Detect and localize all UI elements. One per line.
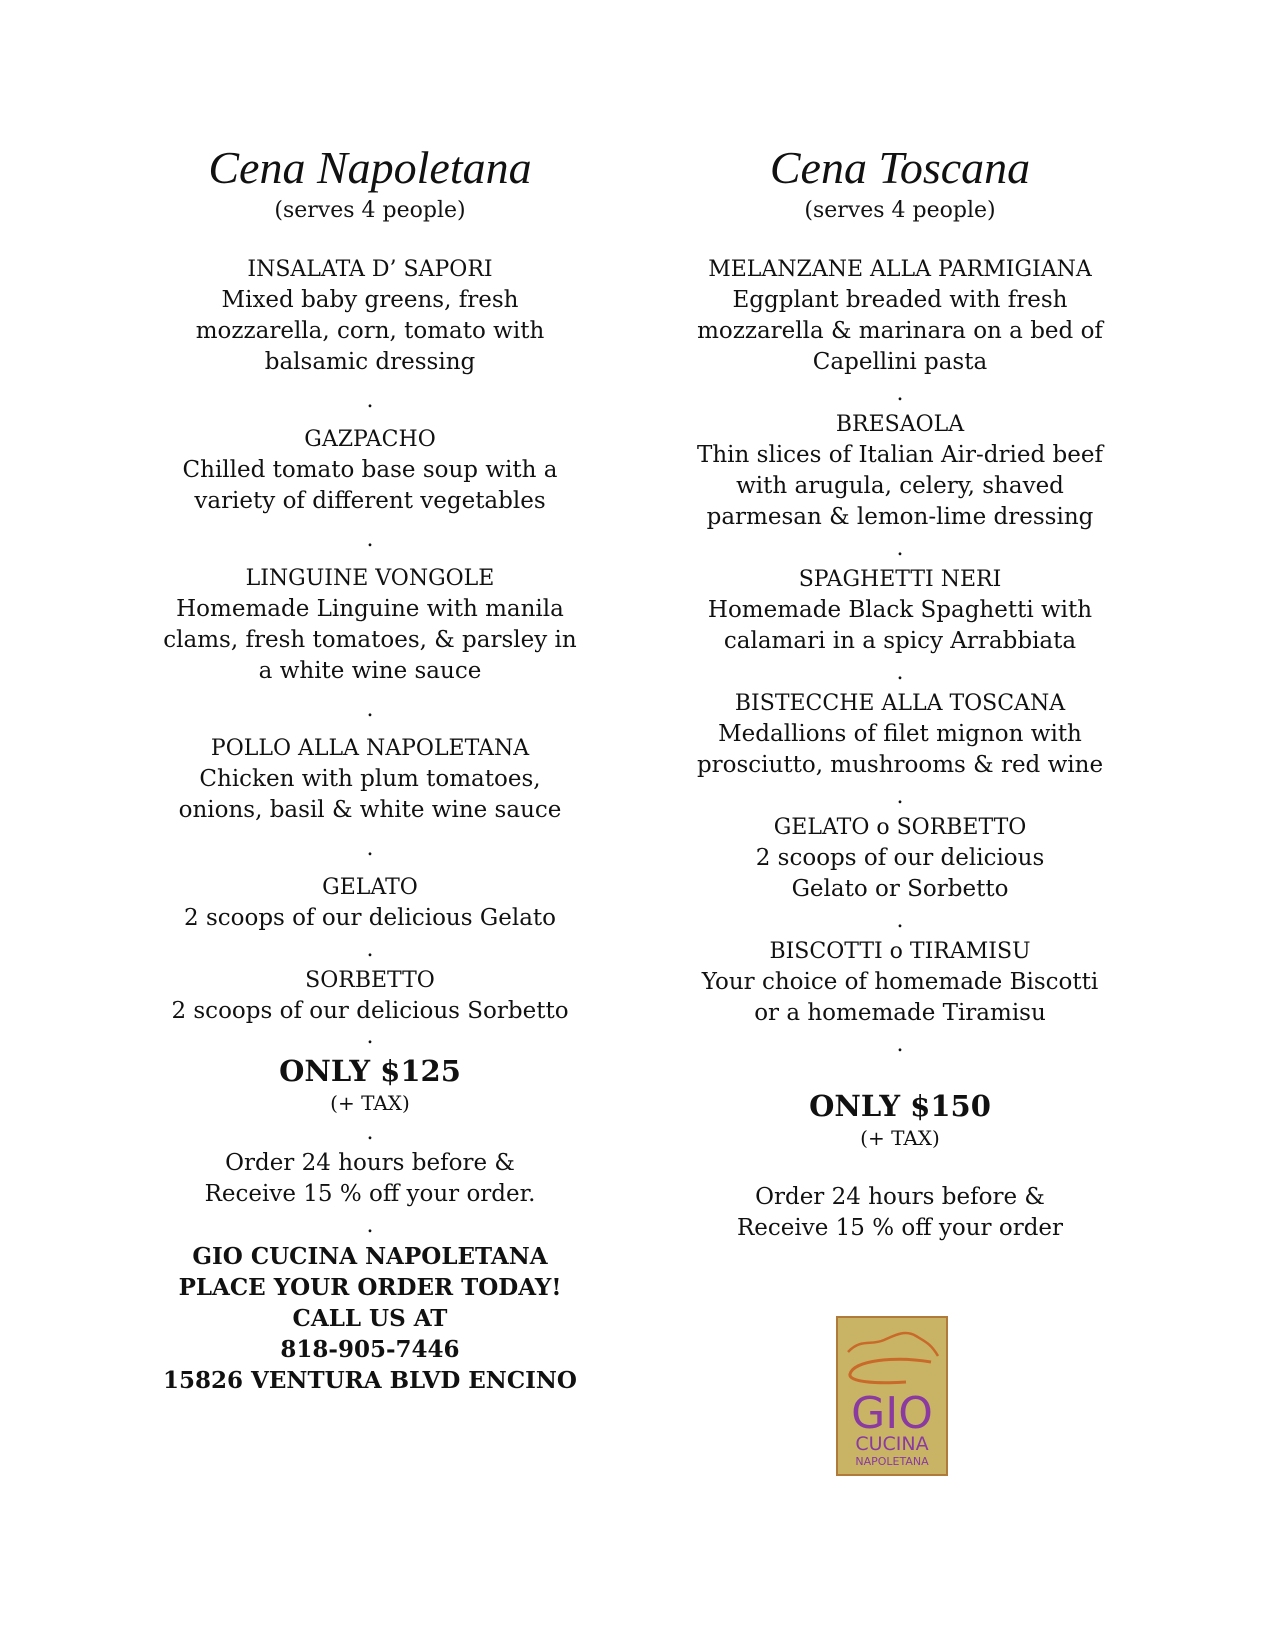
- course-item: [150, 965, 590, 1027]
- separator-dot: .: [366, 1213, 374, 1238]
- address: 15826 VENTURA BLVD ENCINO: [163, 1367, 577, 1394]
- serves-note: (serves 4 people): [274, 198, 466, 223]
- phone-number: 818-905-7446: [280, 1336, 460, 1363]
- course-desc-line: 2 scoops of our delicious: [755, 845, 1045, 871]
- course-name: INSALATA D’ SAPORI: [247, 257, 493, 282]
- separator-dot: .: [896, 536, 904, 561]
- contact-line: PLACE YOUR ORDER TODAY!: [178, 1274, 562, 1301]
- separator-dot: .: [366, 697, 374, 722]
- course-name: BISTECCHE ALLA TOSCANA: [734, 691, 1066, 716]
- separator-dot: .: [896, 784, 904, 809]
- course-desc-line: 2 scoops of our delicious Gelato: [184, 905, 556, 931]
- course-name: LINGUINE VONGOLE: [245, 566, 495, 591]
- course-desc-line: prosciutto, mushrooms & red wine: [696, 752, 1104, 778]
- course-item: [150, 254, 590, 378]
- separator-dot: .: [366, 388, 374, 413]
- separator-dot: .: [896, 381, 904, 406]
- course-name: SORBETTO: [305, 968, 435, 993]
- course-desc-line: balsamic dressing: [264, 349, 476, 375]
- course-desc-line: mozzarella, corn, tomato with: [195, 318, 545, 344]
- separator-dot: .: [366, 1120, 374, 1145]
- course-desc-line: Mixed baby greens, fresh: [221, 287, 519, 313]
- course-desc-line: Homemade Black Spaghetti with: [707, 597, 1093, 623]
- course-item: [150, 733, 590, 826]
- logo-text-napoletana: NAPOLETANA: [855, 1455, 929, 1468]
- course-name: MELANZANE ALLA PARMIGIANA: [708, 257, 1092, 282]
- course-desc-line: or a homemade Tiramisu: [754, 1000, 1046, 1026]
- contact-line: GIO CUCINA NAPOLETANA: [192, 1243, 548, 1270]
- price: ONLY $150: [809, 1089, 991, 1123]
- logo-text-cucina: CUCINA: [855, 1433, 929, 1455]
- course-desc-line: with arugula, celery, shaved: [736, 473, 1064, 499]
- course-name: BRESAOLA: [835, 412, 965, 437]
- course-name: GELATO: [322, 875, 418, 900]
- gio-cucina-logo: [836, 1316, 948, 1476]
- course-desc-line: Capellini pasta: [812, 349, 988, 375]
- course-name: SPAGHETTI NERI: [798, 567, 1002, 592]
- menu-cena-toscana: [680, 140, 1120, 1244]
- course-item: [680, 254, 1120, 378]
- course-desc-line: Medallions of filet mignon with: [718, 721, 1082, 747]
- course-item: [680, 564, 1120, 657]
- course-desc-line: Your choice of homemade Biscotti: [701, 969, 1099, 995]
- course-desc-line: parmesan & lemon-lime dressing: [706, 504, 1094, 530]
- course-name: GELATO o SORBETTO: [773, 815, 1027, 840]
- course-name: GAZPACHO: [304, 427, 436, 452]
- menu-title: Cena Napoletana: [208, 142, 532, 193]
- order-note-line: Order 24 hours before &: [755, 1184, 1045, 1210]
- separator-dot: .: [896, 660, 904, 685]
- course-name: BISCOTTI o TIRAMISU: [769, 939, 1031, 964]
- order-note-line: Receive 15 % off your order: [736, 1215, 1064, 1241]
- separator-dot: .: [896, 1032, 904, 1057]
- separator-dot: .: [896, 908, 904, 933]
- course-name: POLLO ALLA NAPOLETANA: [210, 736, 530, 761]
- course-desc-line: Thin slices of Italian Air-dried beef: [697, 442, 1103, 468]
- tax-note: (+ TAX): [860, 1126, 940, 1150]
- course-desc-line: a white wine sauce: [258, 658, 482, 684]
- separator-dot: .: [366, 527, 374, 552]
- course-desc-line: Chicken with plum tomatoes,: [199, 766, 541, 792]
- contact-line: CALL US AT: [292, 1305, 448, 1332]
- course-desc-line: calamari in a spicy Arrabbiata: [723, 628, 1077, 654]
- course-item: [680, 409, 1120, 533]
- course-desc-line: onions, basil & white wine sauce: [178, 797, 562, 823]
- separator-dot: .: [366, 937, 374, 962]
- course-desc-line: Gelato or Sorbetto: [791, 876, 1009, 902]
- course-desc-line: clams, fresh tomatoes, & parsley in: [163, 627, 577, 653]
- course-desc-line: Chilled tomato base soup with a: [182, 457, 558, 483]
- price: ONLY $125: [279, 1054, 461, 1088]
- course-item: [150, 563, 590, 687]
- course-item: [150, 872, 590, 934]
- course-item: [680, 812, 1120, 905]
- course-item: [680, 688, 1120, 781]
- course-desc-line: variety of different vegetables: [194, 488, 546, 514]
- separator-dot: .: [366, 836, 374, 861]
- course-desc-line: mozzarella & marinara on a bed of: [697, 318, 1103, 344]
- separator-dot: .: [366, 1024, 374, 1049]
- course-item: [150, 424, 590, 517]
- order-note-line: Order 24 hours before &: [225, 1150, 515, 1176]
- serves-note: (serves 4 people): [804, 198, 996, 223]
- order-note-line: Receive 15 % off your order.: [204, 1181, 536, 1207]
- course-desc-line: Eggplant breaded with fresh: [732, 287, 1068, 313]
- course-item: [680, 936, 1120, 1029]
- tax-note: (+ TAX): [330, 1091, 410, 1115]
- menu-cena-napoletana: [150, 140, 590, 1396]
- course-desc-line: Homemade Linguine with manila: [176, 596, 564, 622]
- menu-title: Cena Toscana: [769, 142, 1031, 193]
- course-desc-line: 2 scoops of our delicious Sorbetto: [171, 998, 569, 1024]
- logo-text-gio: GIO: [851, 1388, 933, 1439]
